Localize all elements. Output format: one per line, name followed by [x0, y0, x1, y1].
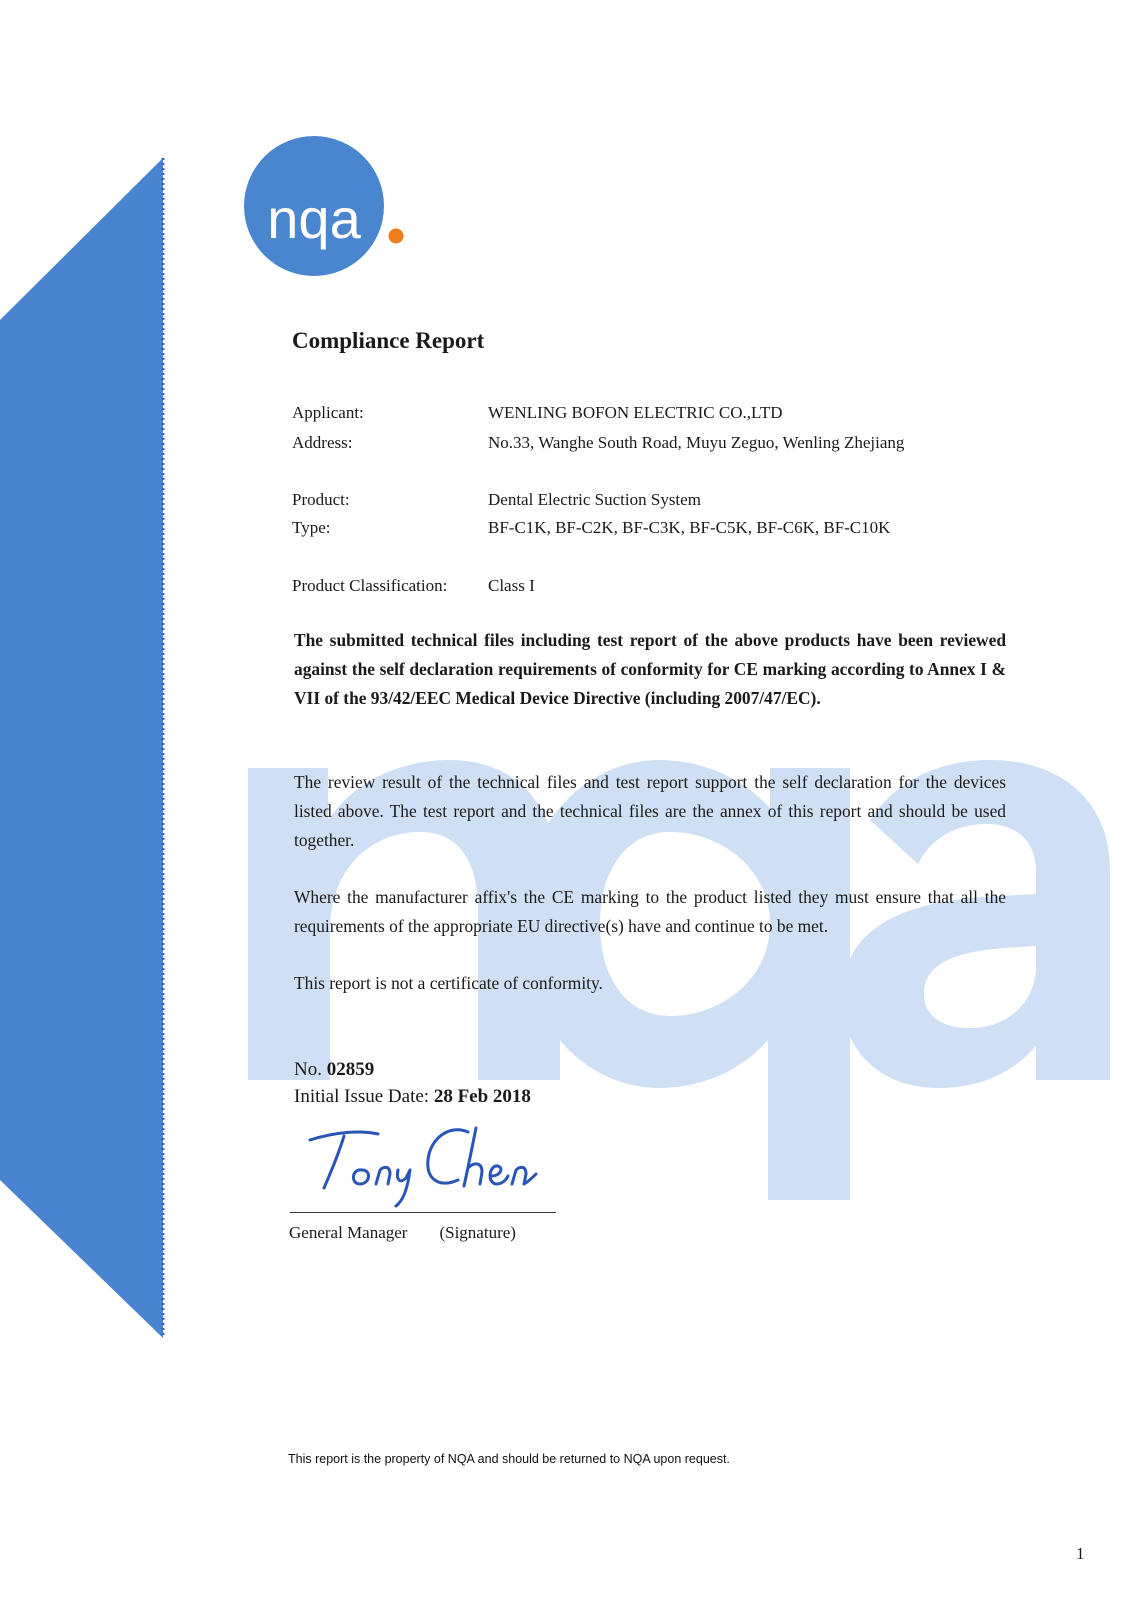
classification-label: Product Classification:	[292, 576, 448, 595]
applicant-value: WENLING BOFON ELECTRIC CO.,LTD	[488, 403, 783, 422]
type-value: BF-C1K, BF-C2K, BF-C3K, BF-C5K, BF-C6K, BF-C10K	[488, 518, 891, 537]
issue-date-label: Initial Issue Date:	[294, 1086, 430, 1107]
footer-note: This report is the property of NQA and should be returned to NQA upon request.	[288, 1452, 730, 1466]
page-number: 1	[1076, 1544, 1085, 1563]
product-value: Dental Electric Suction System	[488, 490, 701, 509]
report-number-value: 02859	[326, 1059, 375, 1080]
decorative-arc-band	[0, 0, 200, 1600]
page-title: Compliance Report	[292, 328, 485, 353]
review-result-paragraph: The review result of the technical files and test report support the self declaration for the devices listed above. The test report and the technical files are the annex of this report and should be used together.	[294, 772, 1006, 850]
report-number-label: No.	[294, 1059, 322, 1080]
signature-caption	[289, 1223, 516, 1243]
svg-text:nqa: nqa	[267, 187, 361, 250]
issue-date-value: 28 Feb 2018	[433, 1086, 531, 1107]
type-label: Type:	[292, 518, 331, 537]
report-number	[294, 1058, 374, 1082]
manufacturer-paragraph: Where the manufacturer affix's the CE marking to the product listed they must ensure that all the requirements of the appropriate EU directive(s) have and continue to be met.	[294, 887, 1006, 936]
classification-value: Class I	[488, 576, 535, 595]
signature-label: (Signature)	[439, 1223, 516, 1242]
review-statement: The submitted technical files including test report of the above products have been reviewed against the self declaration requirements of conformity for CE marking according to Annex I & VII of the 93/42/EEC Medical Device Directive (including 2007/47/EC).	[294, 630, 1006, 708]
applicant-label: Applicant:	[292, 403, 364, 422]
signatory-role: General Manager	[289, 1223, 408, 1242]
handwritten-signature	[300, 1118, 560, 1208]
product-label: Product:	[292, 490, 350, 509]
nqa-logo	[244, 136, 414, 281]
address-label: Address:	[292, 433, 353, 452]
disclaimer-paragraph: This report is not a certificate of conformity.	[294, 973, 603, 993]
issue-date	[294, 1085, 531, 1109]
signature-line	[290, 1212, 556, 1213]
address-value: No.33, Wanghe South Road, Muyu Zeguo, Wenling Zhejiang	[488, 433, 905, 452]
